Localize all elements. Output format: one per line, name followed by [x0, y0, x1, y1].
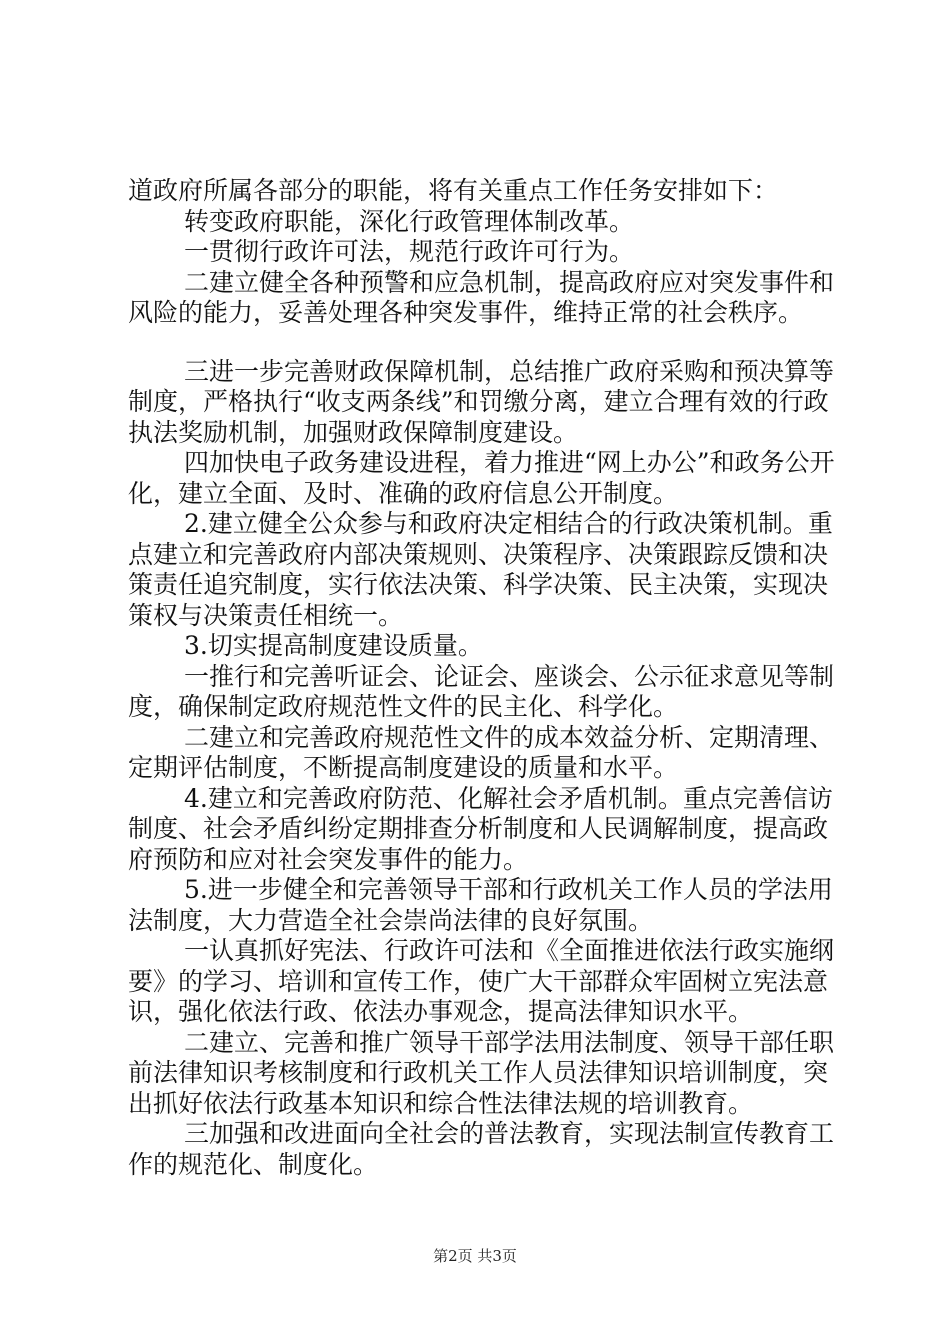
paragraph-section-5-item-1: 一认真抓好宪法、行政许可法和《全面推进依法行政实施纲要》的学习、培训和宣传工作，使广大干部群众牢固树立宪法意识，强化依法行政、依法办事观念，提高法律知识水平。 [128, 936, 835, 1026]
paragraph-section-5: 5.进一步健全和完善领导干部和行政机关工作人员的学法用法制度，大力营造全社会崇尚法律的良好氛围。 [128, 875, 833, 935]
paragraph-section-5-item-3: 三加强和改进面向全社会的普法教育，实现法制宣传教育工作的规范化、制度化。 [128, 1119, 835, 1179]
paragraph-intro: 道政府所属各部分的职能，将有关重点工作任务安排如下： [128, 176, 779, 205]
paragraph-section-3-item-2: 二建立和完善政府规范性文件的成本效益分析、定期清理、定期评估制度，不断提高制度建设的质量和水平。 [128, 722, 835, 782]
page-number-footer: 第2页 共3页 [433, 1247, 517, 1265]
paragraph-section-3: 3.切实提高制度建设质量。 [184, 631, 483, 660]
paragraph-item-4: 四加快电子政务建设进程，着力推进“网上办公”和政务公开化，建立全面、及时、准确的政府信息公开制度。 [128, 448, 835, 508]
paragraph-section-2: 2.建立健全公众参与和政府决定相结合的行政决策机制。重点建立和完善政府内部决策规则、决策程序、决策跟踪反馈和决策责任追究制度，实行依法决策、科学决策、民主决策，实现决策权与决策责任相统一。 [128, 509, 833, 630]
paragraph-task-heading: 转变政府职能，深化行政管理体制改革。 [184, 206, 635, 236]
paragraph-section-4: 4.建立和完善政府防范、化解社会矛盾机制。重点完善信访制度、社会矛盾纠纷定期排查分析制度和人民调解制度，提高政府预防和应对社会突发事件的能力。 [128, 783, 833, 874]
paragraph-item-2: 二建立健全各种预警和应急机制，提高政府应对突发事件和风险的能力，妥善处理各种突发事件，维持正常的社会秩序。 [128, 267, 835, 327]
paragraph-item-3: 三进一步完善财政保障机制，总结推广政府采购和预决算等制度，严格执行“收支两条线”和罚缴分离，建立合理有效的行政执法奖励机制，加强财政保障制度建设。 [128, 356, 835, 447]
document-body [128, 176, 848, 1180]
paragraph-section-3-item-1: 一推行和完善听证会、论证会、座谈会、公示征求意见等制度，确保制定政府规范性文件的民主化、科学化。 [128, 661, 835, 721]
paragraph-item-1: 一贯彻行政许可法，规范行政许可行为。 [184, 237, 635, 266]
paragraph-section-5-item-2: 二建立、完善和推广领导干部学法用法制度、领导干部任职前法律知识考核制度和行政机关工作人员法律知识培训制度，突出抓好依法行政基本知识和综合性法律法规的培训教育。 [128, 1027, 835, 1118]
